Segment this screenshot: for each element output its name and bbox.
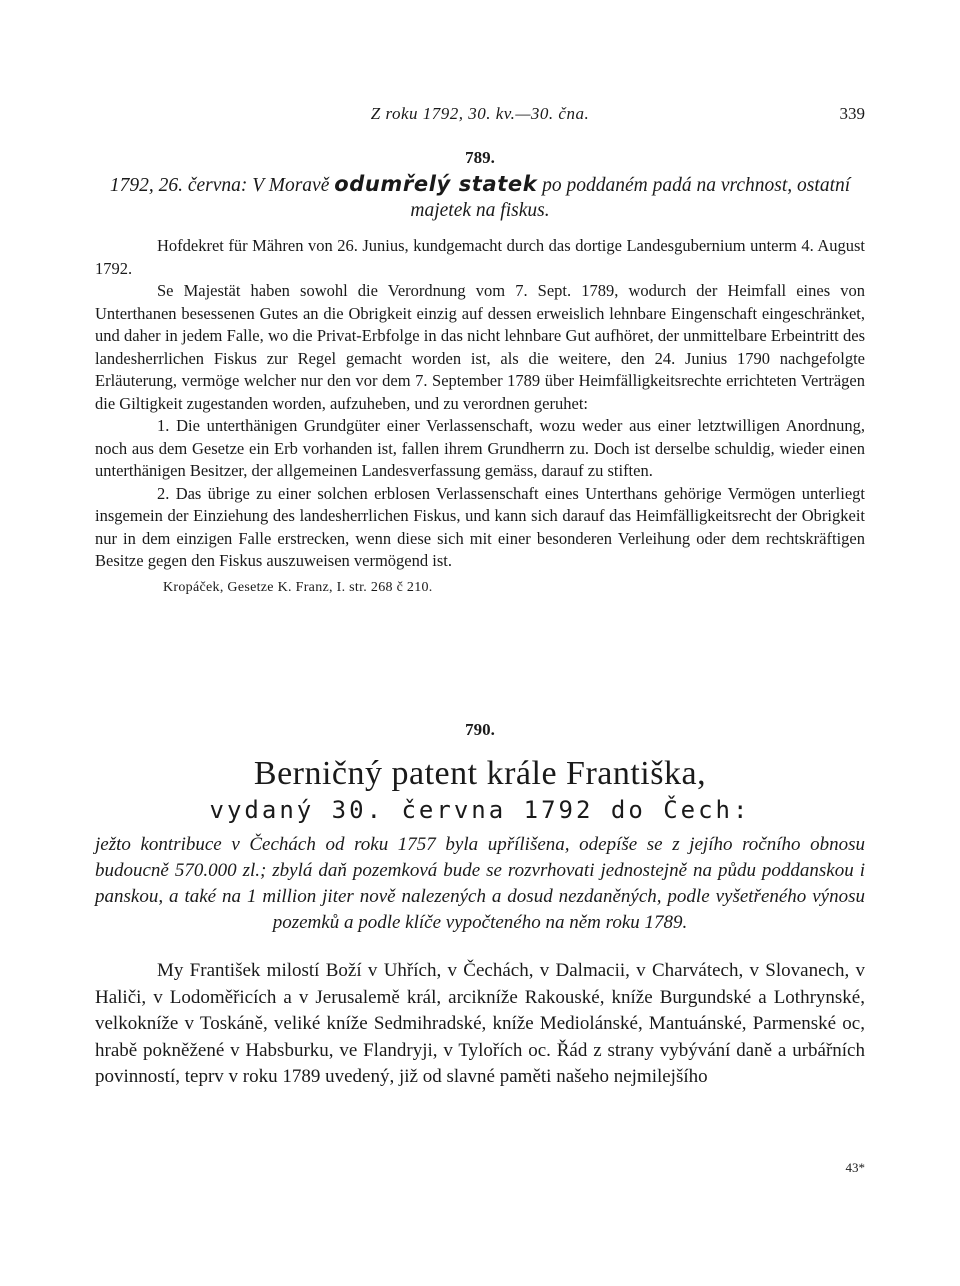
decree-item-1: 1. Die unterthänigen Grundgüter einer Verlassenschaft, wozu weder aus einer letztwilligen Anordnung, noch aus dem Gesetze ein Erb vorhanden ist, fallen ihrem Grundherrn zu. Doch ist derselbe schuldig, wieder einen unterthänigen Besitzer, der allgemeinen Landesverfassung gemäss, darauf zu stiften. (95, 416, 865, 480)
document-subtitle-790: vydaný 30. června 1792 do Čech: (209, 796, 751, 824)
running-title: Z roku 1792, 30. kv.—30. čna. (370, 104, 590, 123)
document-title-790: Berničný patent krále Františka, (253, 755, 707, 792)
document-number-789: 789. (465, 148, 495, 167)
title-prefix: 1792, 26. června: V Moravě (109, 175, 335, 196)
patent-body: My František milostí Boží v Uhřích, v Čechách, v Dalmacii, v Charvátech, v Slovanech, v Haliči, v Lodoměřicích a v Jerusalemě král, arcikníže Rakouské, kníže Burgundské a Lothrynské, velkokníže v Toskáně, veliké kníže Sedmihradské, kníže Mediolánské, Mantuánské, Parmenské oc, hrabě pokněžené v Habsburku, ve Flandryji, v Tylořích oc. Řád z strany vybývání daně a urbářních povinností, teprv v roku 1789 uvedený, již od slavné paměti našeho nejmilejšího (95, 960, 865, 1087)
decree-header: Hofdekret für Mähren von 26. Junius, kundgemacht durch das dortige Landesgubernium unterm 4. August 1792. (95, 236, 865, 278)
decree-item-2: 2. Das übrige zu einer solchen erblosen Verlassenschaft eines Unterthans gehörige Vermögen unterliegt insgemein der Einziehung des landesherrlichen Fiskus, und kann sich darauf das Heimfälligkeitsrecht der Obrigkeit nur in dem einzigen Falle erstrecken, wenn diese sich mit einer besonderen Verleihung oder dem rechtskräftigen Besitze gegen den Fiskus auszuweisen vermögend ist. (95, 483, 865, 570)
decree-paragraph: Se Majestät haben sowohl die Verordnung vom 7. Sept. 1789, wodurch der Heimfall eines von Unterthanen besessenen Gutes an die Obrigkeit einzig auf dessen erweislich lehnbare Eingenschaft eingeschränket, und daher in jedem Falle, wo die Privat-Erbfolge in das nicht lehnbare Gut aufhöret, der unmittelbare Erbeintritt des landesherrlichen Fiskus zur Regel gemacht worden ist, als die weitere, den 24. Junius 1790 nachgefolgte Erläuterung, vermöge welcher nur den vor dem 7. September 1789 über Heimfälligkeitsrechte errichteten Verträgen die Giltigkeit zugestanden worden, aufzuheben, und zu verordnen geruhet: (95, 281, 865, 413)
document-790 (95, 720, 865, 1091)
title-emphasis: odumřelý statek (334, 172, 538, 196)
title-suffix: po poddaném padá na vrchnost, ostatní majetek na fiskus. (410, 175, 851, 221)
document-title-789 (99, 172, 861, 223)
page-number: 339 (839, 104, 865, 123)
document-789 (95, 148, 865, 599)
document-number-790: 790. (465, 720, 495, 739)
source-citation: Kropáček, Gesetze K. Franz, I. str. 268 č 210. (163, 579, 433, 595)
signature-mark: 43* (845, 1160, 865, 1175)
running-head (95, 104, 865, 128)
document-summary-790: ježto kontribuce v Čechách od roku 1757 byla upřílišena, odepíše se z jejího ročního obnosu budoucně 570.000 zl.; zbylá daň pozemková bude se rozvrhovati jednostejně na půdu poddanskou i panskou, a také na 1 million jiter nově nalezených a dosud nezdaněných, podle vyšetřeného výnosu pozemků a podle klíče vypočteného na něm roku 1789. (95, 834, 865, 933)
